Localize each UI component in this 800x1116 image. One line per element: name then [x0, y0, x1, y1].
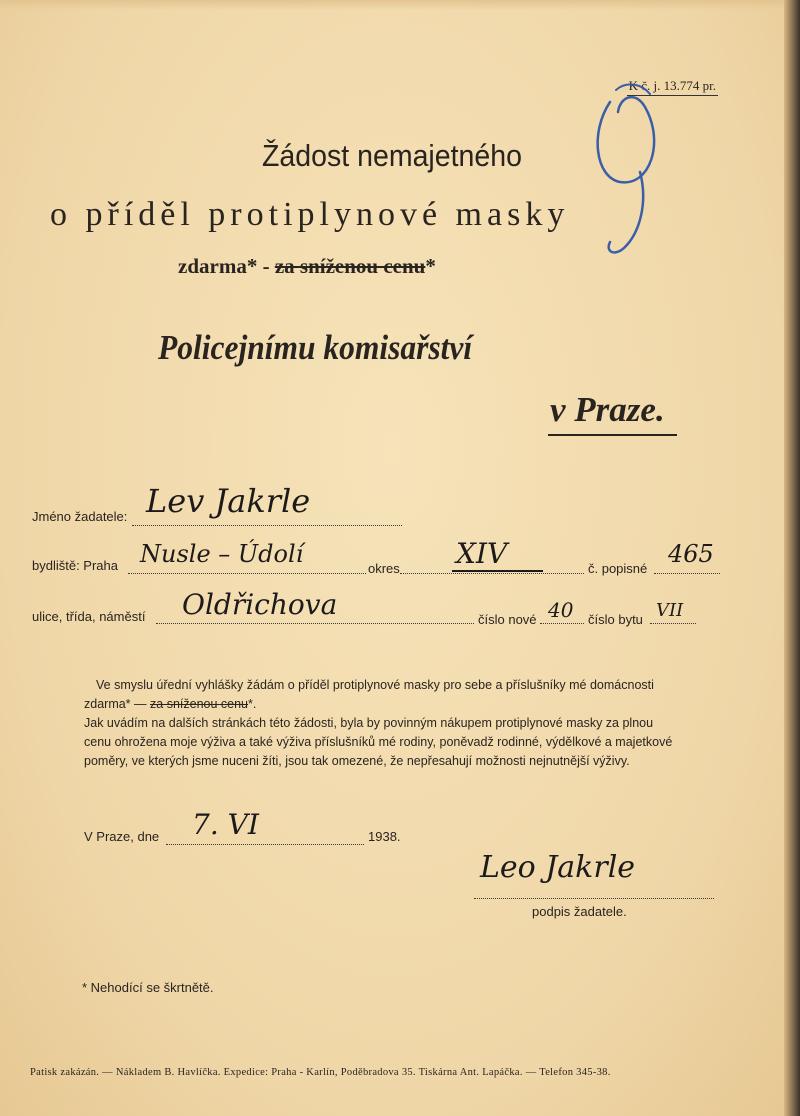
flat-number-label: číslo bytu — [588, 612, 643, 627]
residence-handwritten: Nusle – Údolí — [140, 540, 304, 568]
name-label: Jméno žadatele: — [32, 509, 128, 524]
new-number-label: číslo nové — [478, 612, 537, 627]
signature-dotted-line — [474, 897, 714, 899]
reference-number: K č. j. 13.774 pr. — [627, 78, 718, 96]
paragraph-2 — [84, 714, 718, 771]
signature-handwritten: Leo Jakrle — [480, 850, 636, 885]
price-reduced-struck: za sníženou cenu — [274, 254, 426, 278]
house-number-dotted-line — [654, 572, 720, 574]
title-line-1: Žádost nemajetného — [261, 138, 523, 173]
price-asterisk: * — [425, 254, 436, 278]
new-number-dotted-line — [540, 622, 584, 624]
house-number-handwritten: 465 — [668, 540, 714, 568]
imprint-footer: Patisk zakázán. — Nákladem B. Havlíčka. Expedice: Praha - Karlín, Poděbradova 35. Tiskárna Ant. Lapáčka. — Telefon 345-38. — [30, 1067, 611, 1078]
place-label: V Praze, dne — [84, 829, 160, 844]
district-label: okres — [368, 561, 400, 576]
paragraph-1-reduced-struck: za sníženou cenu — [150, 697, 249, 711]
name-handwritten: Lev Jakrle — [146, 482, 311, 520]
residence-label: bydliště: Praha — [32, 558, 118, 573]
year-label: 1938. — [368, 829, 401, 844]
residence-dotted-line — [128, 572, 366, 574]
paragraph-1-end: *. — [248, 697, 257, 711]
footnote: * Nehodící se škrtnětě. — [82, 980, 214, 995]
flat-number-handwritten: VII — [656, 600, 684, 621]
district-dotted-line — [400, 572, 584, 574]
paper-edge — [784, 0, 800, 1116]
paragraph-2-line-3: poměry, ve kterých jsme nuceni žíti, jsou tak omezené, že nepřesahují možnosti nejnutnější výživy. — [84, 754, 630, 768]
addressee-line-2: v Praze. — [548, 390, 677, 436]
house-number-label: č. popisné — [588, 561, 648, 576]
flat-number-dotted-line — [650, 622, 696, 624]
street-label: ulice, třída, náměstí — [32, 609, 146, 624]
price-option-line — [178, 254, 436, 279]
paragraph-1 — [84, 676, 718, 714]
new-number-handwritten: 40 — [548, 598, 574, 622]
district-handwritten: XIV — [452, 537, 543, 572]
date-dotted-line — [166, 843, 364, 845]
paper-fold-shadow — [0, 0, 784, 10]
paragraph-2-line-1: Jak uvádím na dalších stránkách této žádosti, byla by povinným nákupem protiplynové masky za plnou — [84, 716, 654, 730]
paragraph-1-line-2 — [84, 695, 718, 714]
signature-label: podpis žadatele. — [532, 904, 627, 919]
price-separator: - — [262, 254, 270, 278]
paragraph-1-line-1: Ve smyslu úřední vyhlášky žádám o příděl protiplynové masky pro sebe a příslušníky mé domácnosti — [96, 678, 654, 692]
blue-pencil-mark — [580, 62, 690, 292]
name-dotted-line — [132, 524, 402, 526]
street-handwritten: Oldřichova — [182, 588, 338, 621]
street-dotted-line — [156, 622, 474, 624]
addressee-line-1: Policejnímu komisařství — [158, 328, 473, 367]
paragraph-2-line-2: cenu ohrožena moje výživa a také výživa příslušníků mé rodiny, poněvadž rodinné, výdělkové a majetkové — [84, 735, 673, 749]
paragraph-1-free: zdarma* — — [84, 697, 147, 711]
date-handwritten: 7. VI — [192, 808, 259, 841]
price-free: zdarma* — [178, 254, 258, 278]
title-line-2: o příděl protiplynové masky — [50, 196, 570, 233]
